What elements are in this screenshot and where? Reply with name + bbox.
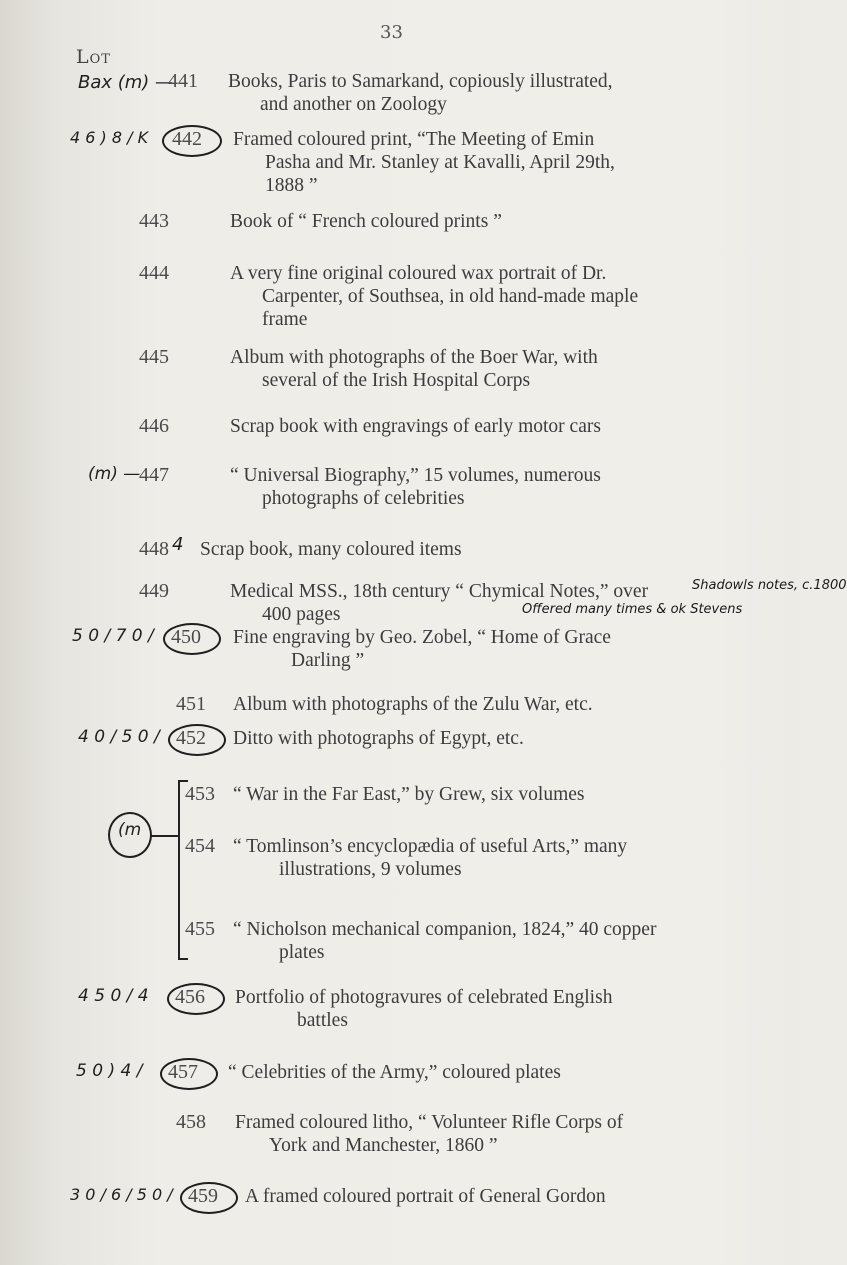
lot-description: “ Celebrities of the Army,” coloured plates xyxy=(228,1062,561,1083)
lot-description: Books, Paris to Samarkand, copiously illustrated, and another on Zoology xyxy=(228,71,613,115)
lot-description: “ Universal Biography,” 15 volumes, numerous photographs of celebrities xyxy=(230,465,601,509)
handwritten-price-459: 3 0 / 6 / 5 0 / xyxy=(70,1185,173,1204)
lot-number: 449 xyxy=(139,580,169,602)
lot-number: 456 xyxy=(175,986,205,1008)
lot-number: 458 xyxy=(176,1111,206,1133)
lot-number: 450 xyxy=(171,626,201,648)
handwritten-mark-448: 4 xyxy=(172,534,184,555)
handwritten-mark-453: (m xyxy=(118,820,142,840)
handwritten-note: Shadowls notes, c.1800 xyxy=(692,578,847,593)
lot-number: 441 xyxy=(168,70,198,92)
page-number: 33 xyxy=(380,22,403,43)
handwritten-note: Offered many times & ok Stevens xyxy=(522,602,743,617)
handwritten-price-442: 4 6 ) 8 / K xyxy=(70,128,149,147)
lot-number: 452 xyxy=(176,727,206,749)
handwritten-price-450: 5 0 / 7 0 / xyxy=(72,626,154,646)
bracket-connector-icon xyxy=(150,835,180,837)
lot-description: Album with photographs of the Zulu War, etc. xyxy=(233,694,593,715)
lot-number: 454 xyxy=(185,835,215,857)
lot-number: 453 xyxy=(185,783,215,805)
lot-number: 455 xyxy=(185,918,215,940)
handwritten-mark-447: (m) — xyxy=(88,464,141,484)
lot-description: Album with photographs of the Boer War, with several of the Irish Hospital Corps xyxy=(230,347,598,391)
lot-number: 446 xyxy=(139,415,169,437)
handwritten-price-452: 4 0 / 5 0 / xyxy=(78,727,160,747)
lot-description: “ War in the Far East,” by Grew, six volumes xyxy=(233,784,585,805)
lot-column-header: Lot xyxy=(76,46,111,68)
handwritten-price-457: 5 0 ) 4 / xyxy=(76,1061,143,1081)
lot-description: Book of “ French coloured prints ” xyxy=(230,211,502,232)
lot-number: 448 xyxy=(139,538,169,560)
handwritten-price-456: 4 5 0 / 4 xyxy=(78,986,149,1006)
lot-description: Scrap book, many coloured items xyxy=(200,539,462,560)
circle-mark-icon xyxy=(108,812,152,858)
lot-description: Medical MSS., 18th century “ Chymical Notes,” over 400 pages xyxy=(230,581,649,625)
lot-number: 443 xyxy=(139,210,169,232)
lot-description: “ Nicholson mechanical companion, 1824,” 40 copper plates xyxy=(233,919,657,963)
lot-description: Ditto with photographs of Egypt, etc. xyxy=(233,728,524,749)
lot-number: 457 xyxy=(168,1061,198,1083)
handwritten-mark-441: Bax (m) — xyxy=(78,72,174,93)
lot-number: 459 xyxy=(188,1185,218,1207)
lot-description: Framed coloured litho, “ Volunteer Rifle Corps of York and Manchester, 1860 ” xyxy=(235,1112,624,1156)
lot-description: Fine engraving by Geo. Zobel, “ Home of Grace Darling ” xyxy=(233,627,611,671)
lot-number: 451 xyxy=(176,693,206,715)
lot-description: A very fine original coloured wax portrait of Dr. Carpenter, of Southsea, in old hand-made maple frame xyxy=(230,263,639,330)
lot-description: Framed coloured print, “The Meeting of Emin Pasha and Mr. Stanley at Kavalli, April 29th, 1888 ” xyxy=(233,129,615,196)
lot-number: 442 xyxy=(172,128,202,150)
lot-number: 444 xyxy=(139,262,169,284)
lot-description: “ Tomlinson’s encyclopædia of useful Arts,” many illustrations, 9 volumes xyxy=(233,836,628,880)
lot-description: Scrap book with engravings of early motor cars xyxy=(230,416,601,437)
lot-number: 447 xyxy=(139,464,169,486)
lot-number: 445 xyxy=(139,346,169,368)
lot-description: A framed coloured portrait of General Gordon xyxy=(245,1186,606,1207)
lot-description: Portfolio of photogravures of celebrated English battles xyxy=(235,987,613,1031)
